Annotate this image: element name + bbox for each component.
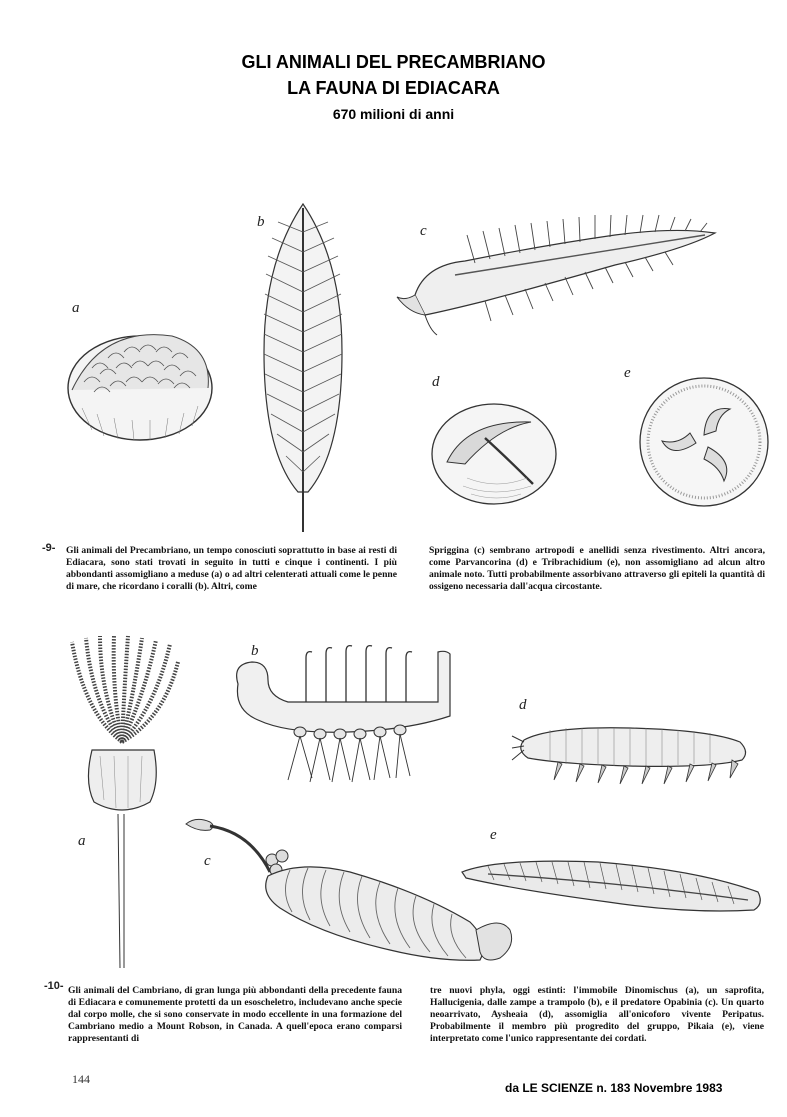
- fig10-label-d: d: [519, 697, 527, 713]
- fig9-label-a: a: [72, 300, 80, 316]
- page-subtitle: LA FAUNA DI EDIACARA: [287, 78, 500, 98]
- fig10-label-c: c: [204, 853, 211, 869]
- fig10-label-e: e: [490, 827, 497, 843]
- fig9-caption-right: Spriggina (c) sembrano artropodi e anellidi senza rivestimento. Altri ancora, come Parvancorina (d) e Tribrachidium (e), non assomigliano ad alcun altro animale noto. Tutti probabilmente assorbivano attraverso gli epiteli la quantità di ossigeno necessaria dall'acqua circostante.: [429, 545, 765, 592]
- jellyfish-illustration: [62, 318, 214, 448]
- hallucigenia-illustration: [228, 640, 463, 785]
- page-title: GLI ANIMALI DEL PRECAMBRIANO: [241, 52, 546, 72]
- fig9-label-e: e: [624, 365, 631, 381]
- fig9-label-d: d: [432, 374, 440, 390]
- parvancorina-illustration: [427, 398, 562, 510]
- spriggina-illustration: [395, 205, 725, 340]
- fig9-label-c: c: [420, 223, 427, 239]
- aysheaia-illustration: [510, 718, 755, 798]
- page-number: 144: [72, 1072, 90, 1086]
- fig10-caption-left: Gli animali del Cambriano, di gran lunga più abbondanti della precedente fauna di Ediacara e comunemente protetti da un esoscheletro, includevano anche specie dal corpo molle, che si sono conservate in modo eccellente in una formazione del Cambriano medio a Mount Robson, in Canada. A quell'epoca erano comparsi rappresentanti di: [68, 985, 402, 1044]
- age-label: 670 milioni di anni: [332, 106, 455, 122]
- fig10-caption-right: tre nuovi phyla, oggi estinti: l'immobile Dinomischus (a), un saprofita, Hallucigenia, dalle zampe a trampolo (b), e il predatore Opabinia (c). Un quarto neoarrivato, Aysheaia (d), assomiglia all'onicoforo vivente Peripatus. Probabilmente il membro più progredito del gruppo, Pikaia (e), viene interpretato come l'unico rappresentante dei cordati.: [430, 985, 764, 1044]
- fig10-label-b: b: [251, 643, 259, 659]
- fig10-marker: -10-: [44, 980, 64, 992]
- source-citation: da LE SCIENZE n. 183 Novembre 1983: [505, 1081, 723, 1095]
- tribrachidium-illustration: [634, 375, 774, 510]
- fig9-caption-left: Gli animali del Precambriano, un tempo conosciuti soprattutto in base ai resti di Ediacara, sono stati trovati in seguito in tutti e cinque i continenti. I più abbondanti assomigliano a meduse (a) o ad altri celenterati attuali come le penne di mare, che ricordano i coralli (b). Altri, come: [66, 545, 397, 592]
- fig9-marker: -9-: [42, 542, 56, 554]
- pikaia-illustration: [458, 848, 770, 926]
- fig9-label-b: b: [257, 214, 265, 230]
- sea-pen-illustration: [258, 202, 348, 534]
- dinomischus-illustration: [64, 632, 182, 968]
- fig10-label-a: a: [78, 833, 86, 849]
